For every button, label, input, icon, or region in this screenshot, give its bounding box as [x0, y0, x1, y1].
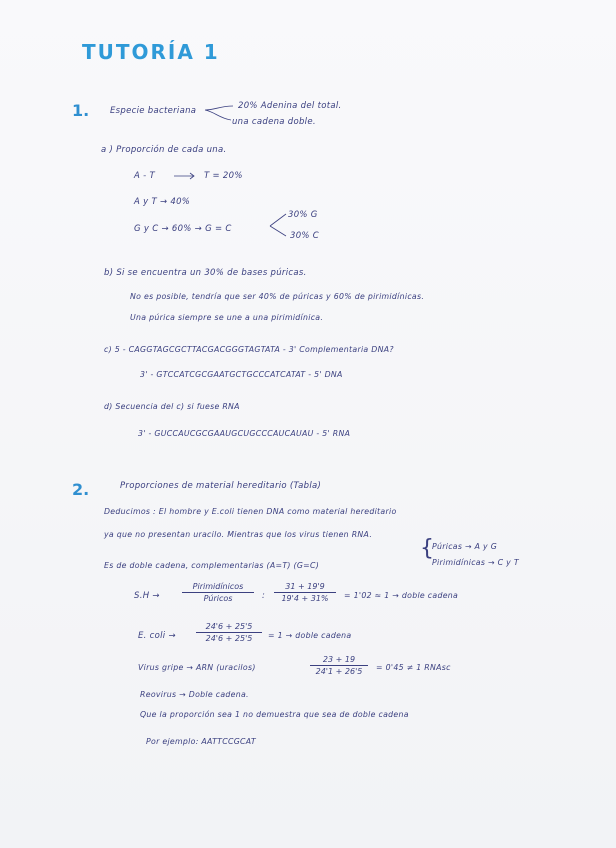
sh-denominator-values: 19'4 + 31% — [281, 594, 329, 603]
q2-intro: Proporciones de material hereditario (Tabla) — [120, 481, 322, 491]
page-title: TUTORÍA 1 — [82, 40, 220, 64]
q1-d-line2: 3' - GUCCAUCGCGAAUGCUGCCCAUCAUAU - 5' RNA — [138, 429, 351, 438]
ecoli-label: E. coli → — [138, 631, 176, 641]
sh-fraction-values — [274, 582, 336, 603]
question-2-number: 2. — [72, 480, 90, 499]
ecoli-denominator: 24'6 + 25'5 — [205, 634, 253, 643]
sh-numerator: Pirimidínicos — [192, 582, 244, 591]
q1-branch-bottom: una cadena doble. — [232, 117, 316, 127]
sh-fraction — [182, 582, 254, 603]
q1-intro: Especie bacteriana — [110, 106, 197, 116]
branch-arrow — [205, 104, 235, 124]
brace-icon: { — [420, 536, 434, 561]
q2-line3: Es de doble cadena, complementarias (A=T) (G=C) — [104, 561, 320, 570]
sh-numerator-values: 31 + 19'9 — [285, 582, 325, 591]
q1-b-line3: Una púrica siempre se une a una pirimidínica. — [130, 313, 324, 322]
sh-label: S.H → — [134, 591, 160, 601]
split-arrow — [270, 212, 290, 238]
q1-b-line1: b) Si se encuentra un 30% de bases púricas. — [104, 268, 307, 278]
q1-c-line2: 3' - GTCCATCGCGAATGCTGCCCATCATAT - 5' DNA — [140, 370, 343, 379]
virus-denominator: 24'1 + 26'5 — [315, 667, 363, 676]
q2-line2: ya que no presentan uracilo. Mientras que los virus tienen RNA. — [104, 530, 373, 539]
virus-label: Virus gripe → ARN (uracilos) — [138, 663, 256, 672]
q1-a3-top: 30% G — [288, 210, 318, 220]
q1-a3: G y C → 60% → G = C — [134, 224, 232, 234]
q2-line4: Reovirus → Doble cadena. — [140, 690, 249, 699]
q2-line6: Por ejemplo: AATTCCGCAT — [146, 737, 256, 746]
q1-a-label: a ) Proporción de cada una. — [101, 145, 227, 155]
q1-c-line1: c) 5 - CAGGTAGCGCTTACGACGGGTAGTATA - 3' Complementaria DNA? — [104, 345, 394, 354]
q1-a2: A y T → 40% — [134, 197, 191, 207]
question-1-number: 1. — [72, 101, 90, 120]
sh-denominator: Púricos — [203, 594, 233, 603]
sh-result: = 1'02 ≈ 1 → doble cadena — [344, 591, 459, 600]
ecoli-numerator: 24'6 + 25'5 — [205, 622, 253, 631]
ecoli-result: = 1 → doble cadena — [268, 631, 352, 640]
q2-brace-bottom: Pirimidínicas → C y T — [432, 558, 519, 567]
q1-branch-top: 20% Adenina del total. — [238, 101, 342, 111]
virus-result: = 0'45 ≠ 1 RNAsc — [376, 663, 451, 672]
sh-eq: : — [262, 591, 266, 601]
q2-line5: Que la proporción sea 1 no demuestra que sea de doble cadena — [140, 710, 409, 719]
q1-a3-bottom: 30% C — [290, 231, 320, 241]
q1-a1-result: T = 20% — [204, 171, 243, 181]
ecoli-fraction — [196, 622, 262, 643]
q2-line1: Deducimos : El hombre y E.coli tienen DNA como material hereditario — [104, 507, 397, 516]
q1-a1: A - T — [134, 171, 155, 181]
q2-brace-top: Púricas → A y G — [432, 542, 498, 551]
q1-d-line1: d) Secuencia del c) si fuese RNA — [104, 402, 240, 411]
q1-b-line2: No es posible, tendría que ser 40% de púricas y 60% de pirimidínicas. — [130, 292, 425, 301]
virus-numerator: 23 + 19 — [322, 655, 356, 664]
virus-fraction — [310, 655, 368, 676]
arrow-icon — [174, 172, 198, 180]
